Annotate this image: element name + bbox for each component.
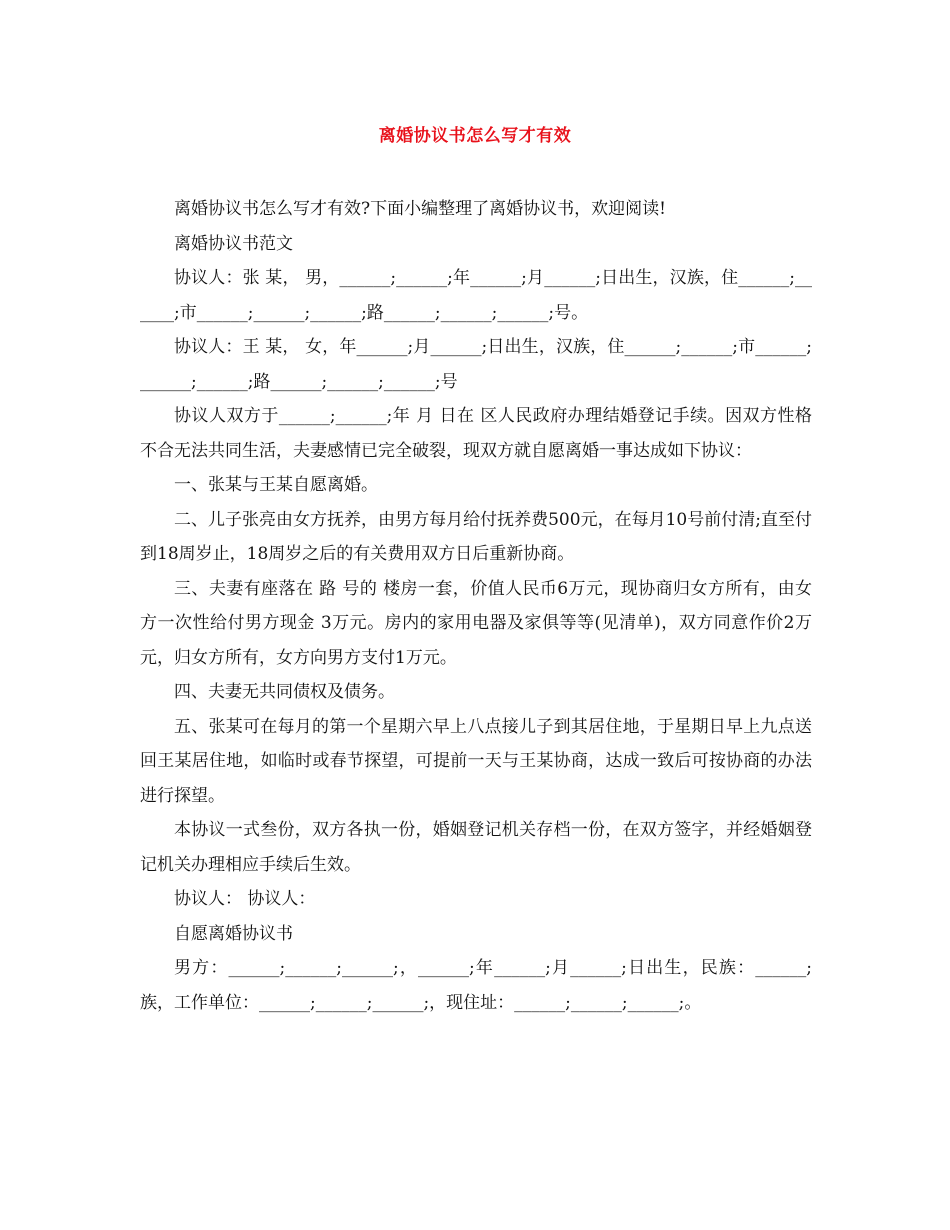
document-body — [140, 192, 812, 1020]
document-title: 离婚协议书怎么写才有效 — [378, 126, 572, 146]
paragraph-marriage-registration: 协议人双方于______;______;年 月 日在 区人民政府办理结婚登记手续。因双方性格不合无法共同生活，夫妻感情已完全破裂，现双方就自愿离婚一事达成如下协议： — [140, 406, 812, 461]
paragraph-male-details: 男方：______;______;______;，______;年______;月______;日出生，民族：______;族，工作单位：______;______;______;，现住址：______;______;______;。 — [140, 958, 812, 1013]
paragraph-effectiveness: 本协议一式叁份，双方各执一份，婚姻登记机关存档一份，在双方签字，并经婚姻登记机关办理相应手续后生效。 — [140, 820, 812, 875]
paragraph-second-title: 自愿离婚协议书 — [174, 923, 293, 944]
paragraph-intro: 离婚协议书怎么写才有效?下面小编整理了离婚协议书，欢迎阅读! — [174, 199, 666, 219]
paragraph-signatures: 协议人： 协议人： — [174, 889, 316, 909]
paragraph-clause-3: 三、夫妻有座落在 路 号的 楼房一套，价值人民币6万元，现协商归女方所有，由女方一次性给付男方现金 3万元。房内的家用电器及家俱等等(见清单)，双方同意作价2万元，归女方所有，女方向男方支付1万元。 — [140, 578, 812, 668]
paragraph-party-male: 协议人：张 某， 男，______;______;年______;月______;日出生，汉族，住______;______;市______;______;______;路______;______;______;号。 — [140, 268, 812, 323]
paragraph-sample-heading: 离婚协议书范文 — [174, 233, 293, 254]
paragraph-party-female: 协议人：王 某， 女，年______;月______;日出生，汉族，住______;______;市______;______;______;路______;______;______;号 — [140, 337, 812, 392]
paragraph-clause-1: 一、张某与王某自愿离婚。 — [174, 475, 378, 495]
paragraph-clause-5: 五、张某可在每月的第一个星期六早上八点接儿子到其居住地，于星期日早上九点送回王某居住地，如临时或春节探望，可提前一天与王某协商，达成一致后可按协商的办法进行探望。 — [140, 716, 812, 806]
paragraph-clause-4: 四、夫妻无共同债权及债务。 — [174, 682, 395, 702]
paragraph-clause-2: 二、儿子张亮由女方抚养，由男方每月给付抚养费500元，在每月10号前付清;直至付到18周岁止，18周岁之后的有关费用双方日后重新协商。 — [140, 509, 812, 564]
